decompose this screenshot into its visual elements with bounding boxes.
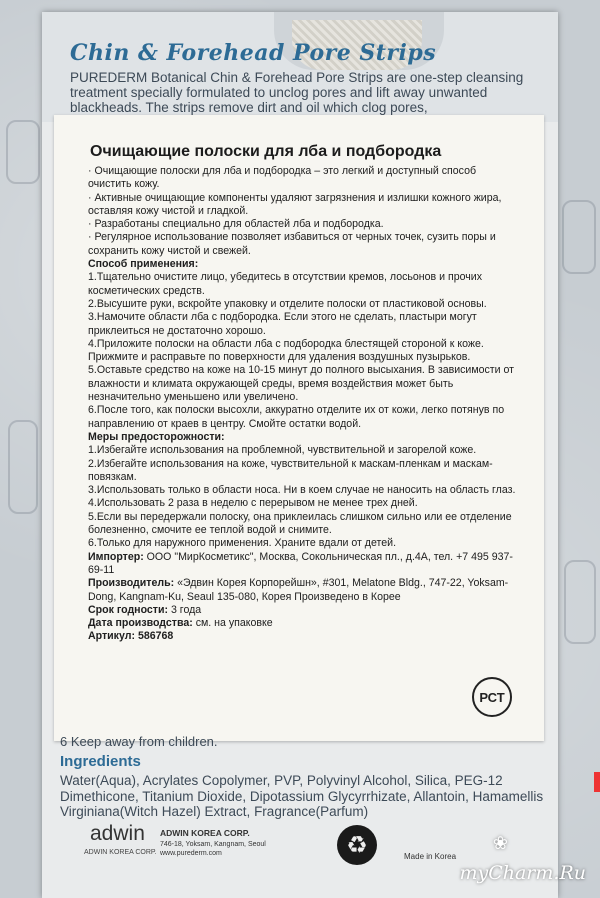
english-description: PUREDERM Botanical Chin & Forehead Pore Strips are one-step cleansing treatment specially formulated to unclog pores and lift away unwanted blackheads. The strips remove dirt and oil which clog pores,	[70, 70, 524, 115]
usage-step: 4.Приложите полоски на области лба с подбородка блестящей стороной к коже. Прижмите и расправьте по поверхности для удаления воздушных пузырьков.	[88, 337, 484, 364]
keep-away-text: 6 Keep away from children.	[60, 734, 218, 749]
ingredients-heading: Ingredients	[60, 753, 141, 770]
importer-label: Импортер:	[88, 550, 144, 563]
english-title: Chin & Forehead Pore Strips	[70, 40, 437, 66]
caution-item: 4.Использовать 2 раза в неделю с перерывом не менее трех дней.	[88, 497, 418, 510]
date-value: см. на упаковке	[192, 617, 273, 630]
producer-line	[88, 577, 518, 604]
background-doodle	[562, 200, 596, 274]
usage-heading: Способ применения:	[88, 258, 199, 271]
caution-item: 3.Использовать только в области носа. Ни в коем случае не наносить на область глаз.	[88, 484, 516, 497]
intro-line: · Разработаны специально для областей лба и подбородка.	[88, 218, 384, 231]
intro-line: · Очищающие полоски для лба и подбородка – это легкий и доступный способ очистить кожу.	[88, 165, 477, 191]
importer-line	[88, 551, 518, 578]
date-line	[88, 617, 518, 630]
caution-heading: Меры предосторожности:	[88, 430, 225, 443]
usage-step: 3.Намочите области лба с подбородка. Если этого не сделать, пластыри могут приклеиться не достаточно хорошо.	[88, 311, 477, 337]
sticker-title: Очищающие полоски для лба и подбородка	[90, 143, 442, 160]
corp-name: ADWIN KOREA CORP.	[160, 828, 250, 838]
caution-item: 6.Только для наружного применения. Храните вдали от детей.	[88, 537, 397, 550]
usage-step: 6.После того, как полоски высохли, аккуратно отделите их от кожи, легко потянув по направлению от краев в центру. Смойте остатки водой.	[88, 404, 505, 430]
importer-value: ООО "МирКосметикс", Москва, Сокольническая пл., д.4А, тел. +7 495 937-69-11	[88, 550, 513, 576]
color-strip	[594, 772, 600, 792]
caution-item: 1.Избегайте использования на проблемной, чувствительной и загорелой коже.	[88, 444, 477, 457]
intro-line: · Регулярное использование позволяет избавиться от черных точек, сузить поры и сохранить кожу чистой и свежей.	[88, 231, 496, 257]
certification-mark-icon: РСТ	[472, 677, 512, 717]
article-value: 586768	[135, 630, 174, 643]
made-in-text: Made in Korea	[404, 852, 457, 861]
article-line	[88, 630, 518, 643]
sticker-body	[88, 165, 518, 644]
caution-item: 5.Если вы передержали полоску, она приклеилась слишком сильно или ее отделение болезненно, смочите ее теплой водой и снимите.	[88, 510, 512, 537]
caution-item: 2.Избегайте использования на коже, чувствительной к маскам-пленкам и маскам-повязкам.	[88, 457, 493, 483]
watermark: myCharm.Ru	[459, 862, 586, 884]
adwin-logo: adwin	[90, 822, 145, 845]
usage-step: 5.Оставьте средство на коже на 10-15 минут до полного высыхания. В зависимости от влажности и климата окружающей среды, время воздействия может быть незначительно уменьшено или увеличено.	[88, 364, 515, 404]
shelf-label: Срок годности:	[88, 603, 169, 616]
russian-label-sticker	[54, 115, 544, 741]
usage-step: 1.Тщательно очистите лицо, убедитесь в отсутствии кремов, лосьонов и прочих косметических средств.	[88, 271, 482, 297]
ingredients-text: Water(Aqua), Acrylates Copolymer, PVP, Polyvinyl Alcohol, Silica, PEG-12 Dimethicone, Titanium Dioxide, Dipotassium Glycyrrhizate, Allantoin, Hamamellis Virginiana(Witch Hazel) Extract, Fragrance(Parfum)	[60, 773, 544, 819]
flower-icon: ❀	[492, 833, 508, 853]
recycle-icon: ♻	[337, 825, 377, 865]
shelf-line	[88, 604, 518, 617]
background-doodle	[564, 560, 596, 644]
date-label: Дата производства:	[88, 617, 193, 630]
background-doodle	[8, 420, 38, 514]
producer-label: Производитель:	[88, 577, 175, 590]
producer-value: «Эдвин Корея Корпорейшн», #301, Melatone Bldg., 747-22, Yoksam-Dong, Kangnam-Ku, Seaul 135-080, Корея Произведено в Корее	[88, 577, 509, 603]
corp-address: 746-18, Yoksam, Kangnam, Seoul www.purederm.com	[160, 841, 266, 857]
article-label: Артикул:	[88, 630, 135, 643]
background-doodle	[6, 120, 40, 184]
adwin-logo-sub: ADWIN KOREA CORP.	[84, 849, 157, 856]
usage-step: 2.Высушите руки, вскройте упаковку и отделите полоски от пластиковой основы.	[88, 297, 487, 310]
shelf-value: 3 года	[168, 603, 202, 616]
intro-line: · Активные очищающие компоненты удаляют загрязнения и излишки кожного жира, оставляя кожу чистой и гладкой.	[88, 191, 502, 217]
